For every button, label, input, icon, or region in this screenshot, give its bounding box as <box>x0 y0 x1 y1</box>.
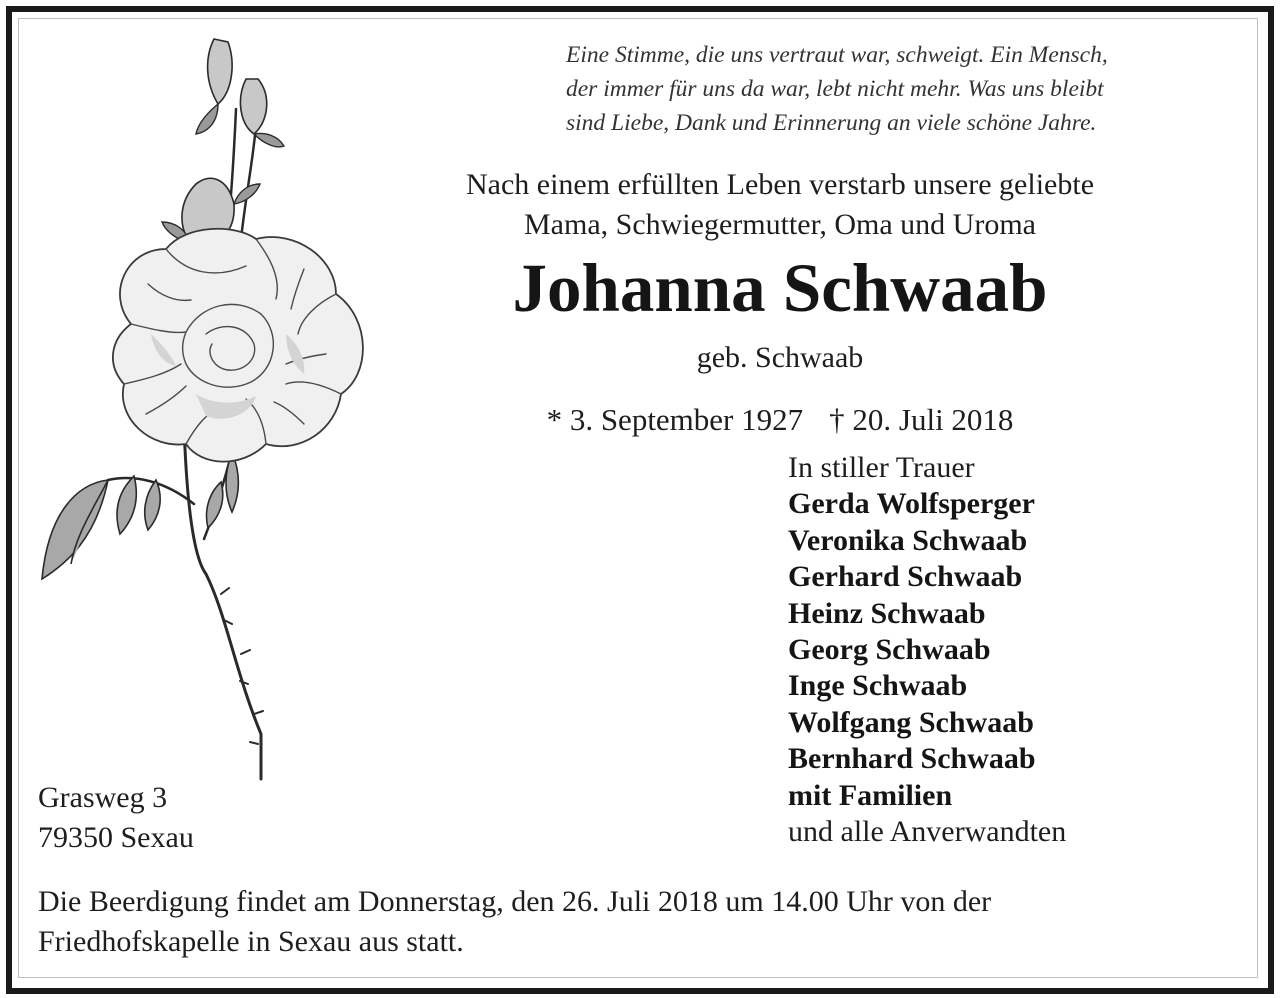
funeral-notice <box>38 882 1238 962</box>
address <box>38 778 194 858</box>
poem-line: sind Liebe, Dank und Erinnerung an viele schöne Jahre. <box>566 110 1097 136</box>
poem-line: Eine Stimme, die uns vertraut war, schweigt. Ein Mensch, <box>566 42 1108 68</box>
mourner-name: Gerda Wolfsperger <box>788 487 1035 521</box>
mourners-closing: und alle Anverwandten <box>788 815 1067 849</box>
mourner-name: Heinz Schwaab <box>788 596 986 630</box>
birth-date: * 3. September 1927 <box>546 402 804 437</box>
address-street: Grasweg 3 <box>38 781 168 814</box>
death-date: † 20. Juli 2018 <box>829 402 1014 437</box>
deceased-name: Johanna Schwaab <box>512 250 1048 326</box>
intro-line: Nach einem erfüllten Leben verstarb unsere geliebte <box>465 168 1095 201</box>
rose-illustration <box>36 34 381 782</box>
mourner-name: Inge Schwaab <box>788 669 968 703</box>
funeral-line: Die Beerdigung findet am Donnerstag, den 26. Juli 2018 um 14.00 Uhr von der <box>38 885 992 918</box>
poem-line: der immer für uns da war, lebt nicht mehr. Was uns bleibt <box>566 76 1104 102</box>
life-dates <box>380 400 1180 440</box>
poem <box>566 38 1246 140</box>
mourner-name: Veronika Schwaab <box>788 523 1028 557</box>
mourner-name: Gerhard Schwaab <box>788 560 1023 594</box>
mourners-heading: In stiller Trauer <box>788 451 975 484</box>
funeral-line: Friedhofskapelle in Sexau aus statt. <box>38 925 464 958</box>
mourner-name: Georg Schwaab <box>788 633 991 667</box>
birth-name: geb. Schwaab <box>696 341 864 374</box>
intro-text <box>380 165 1180 245</box>
mourners-list <box>788 450 1248 850</box>
intro-line: Mama, Schwiegermutter, Oma und Uroma <box>524 208 1036 241</box>
mourner-name: Wolfgang Schwaab <box>788 705 1034 739</box>
address-city: 79350 Sexau <box>38 821 194 854</box>
mourner-name: Bernhard Schwaab <box>788 742 1036 776</box>
mourner-families: mit Familien <box>788 778 953 812</box>
